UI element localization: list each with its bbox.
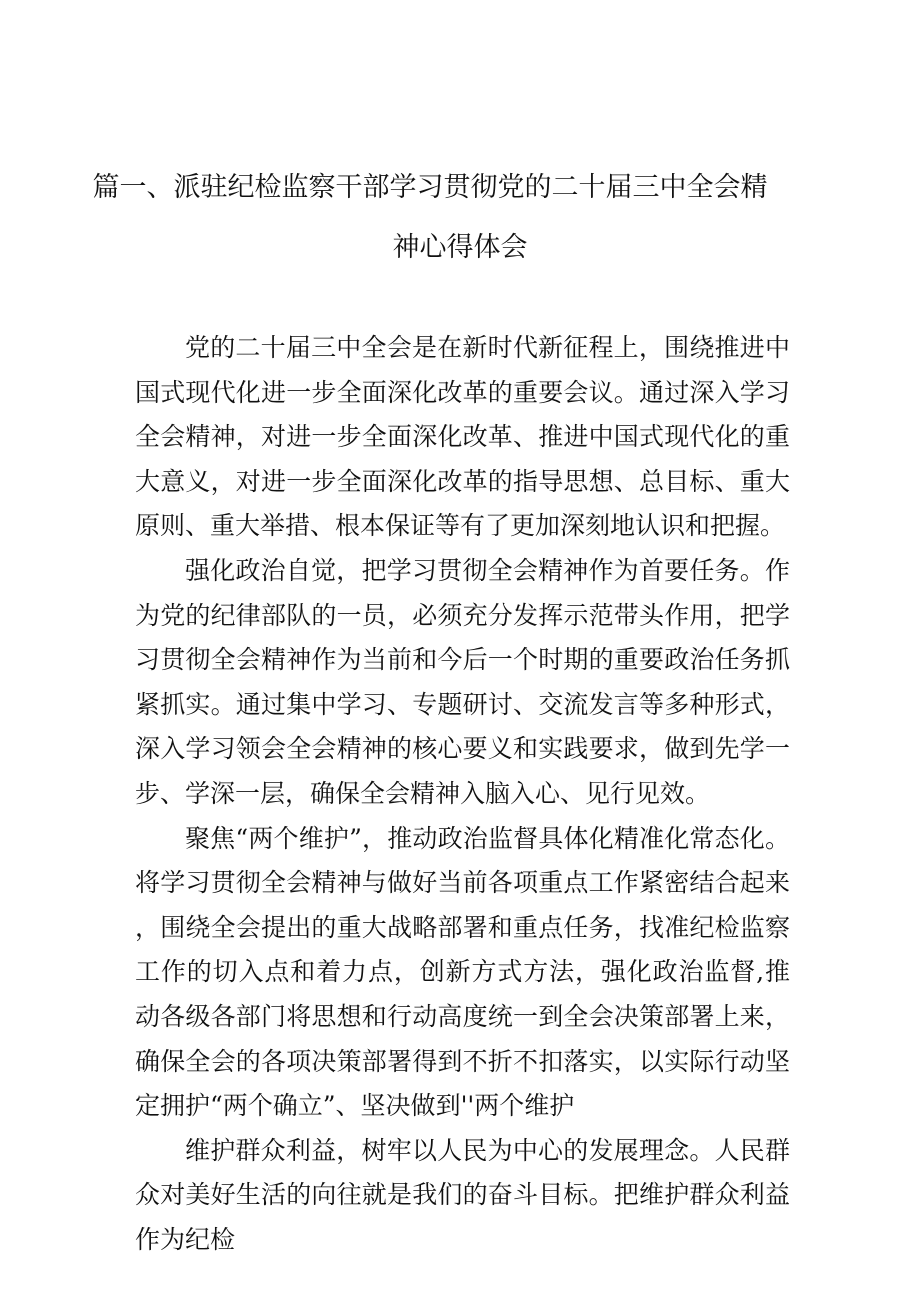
document-body xyxy=(135,326,790,1262)
body-paragraph: 维护群众利益，树牢以人民为中心的发展理念。人民群众对美好生活的向往就是我们的奋斗目标。把维护群众利益作为纪检 xyxy=(135,1135,790,1254)
body-paragraph: 党的二十届三中全会是在新时代新征程上，围绕推进中国式现代化进一步全面深化改革的重要会议。通过深入学习全会精神，对进一步全面深化改革、推进中国式现代化的重大意义，对进一步全面深化改革的指导思想、总目标、重大原则、重大举措、根本保证等有了更加深刻地认识和把握。 xyxy=(135,333,790,541)
document-title-line-1: 篇一、派驻纪检监察干部学习贯彻党的二十届三中全会精 xyxy=(92,172,768,203)
body-paragraph: 聚焦“两个维护”，推动政治监督具体化精准化常态化。将学习贯彻全会精神与做好当前各项重点工作紧密结合起来，围绕全会提出的重大战略部署和重点任务，找准纪检监察工作的切入点和着力点，创新方式方法，强化政治监督,推动各级各部门将思想和行动高度统一到全会决策部署上来，确保全会的各项决策部署得到不折不扣落实，以实际行动坚定拥护“两个确立”、坚决做到''两个维护 xyxy=(135,823,790,1121)
body-paragraph: 强化政治自觉，把学习贯彻全会精神作为首要任务。作为党的纪律部队的一员，必须充分发挥示范带头作用，把学习贯彻全会精神作为当前和今后一个时期的重要政治任务抓紧抓实。通过集中学习、专题研讨、交流发言等多种形式，深入学习领会全会精神的核心要义和实践要求，做到先学一步、学深一层，确保全会精神入脑入心、见行见效。 xyxy=(135,555,790,808)
document-title-line-2: 神心得体会 xyxy=(392,232,528,263)
